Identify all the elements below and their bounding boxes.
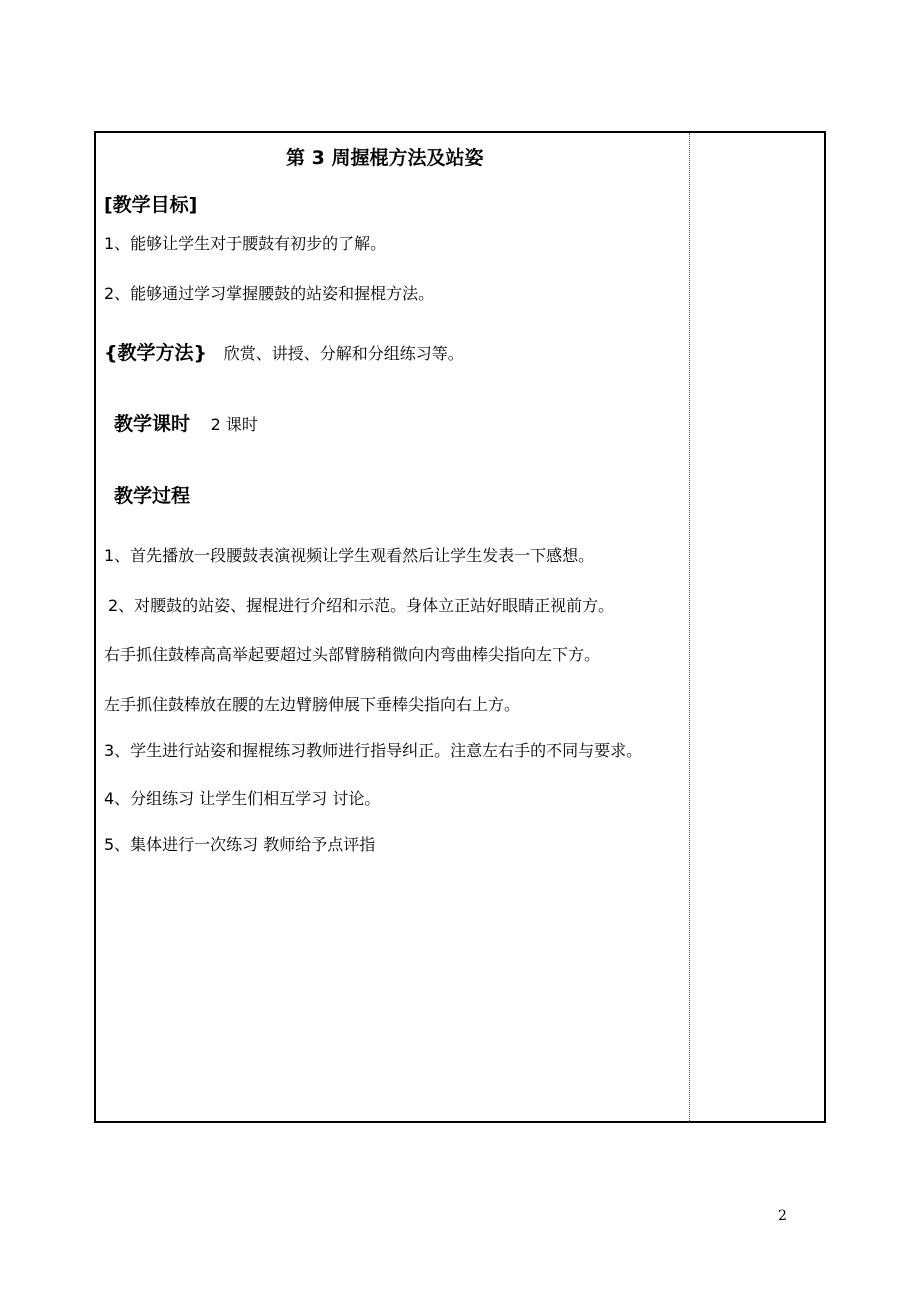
- methods-heading: {教学方法}: [104, 342, 208, 364]
- lesson-content-cell: [104, 133, 684, 1119]
- process-step-2: 2、对腰鼓的站姿、握棍进行介绍和示范。身体立正站好眼睛正视前方。: [108, 596, 615, 615]
- process-step-2-right-hand: 右手抓住鼓棒高高举起要超过头部臂膀稍微向内弯曲棒尖指向左下方。: [104, 645, 601, 664]
- column-divider: [689, 133, 690, 1121]
- hours-row: [114, 412, 258, 437]
- methods-text: 欣赏、讲授、分解和分组练习等。: [223, 344, 464, 363]
- process-step-2-left-hand: 左手抓住鼓棒放在腰的左边臂膀伸展下垂棒尖指向右上方。: [104, 695, 521, 714]
- objectives-heading: [教学目标]: [104, 194, 198, 216]
- methods-row: [104, 341, 464, 366]
- objective-item-1: 1、能够让学生对于腰鼓有初步的了解。: [104, 234, 387, 253]
- hours-heading: 教学课时: [114, 413, 191, 435]
- objective-item-2: 2、能够通过学习掌握腰鼓的站姿和握棍方法。: [104, 284, 435, 303]
- process-step-4: 4、分组练习 让学生们相互学习 讨论。: [104, 789, 381, 808]
- page-number: 2: [778, 1208, 787, 1224]
- process-heading: 教学过程: [114, 485, 191, 507]
- process-step-1: 1、首先播放一段腰鼓表演视频让学生观看然后让学生发表一下感想。: [104, 546, 595, 565]
- lesson-title: 第 3 周握棍方法及站姿: [286, 147, 484, 169]
- process-step-3: 3、学生进行站姿和握棍练习教师进行指导纠正。注意左右手的不同与要求。: [104, 741, 643, 760]
- hours-text: 2 课时: [210, 415, 258, 434]
- process-step-5: 5、集体进行一次练习 教师给予点评指: [104, 835, 376, 854]
